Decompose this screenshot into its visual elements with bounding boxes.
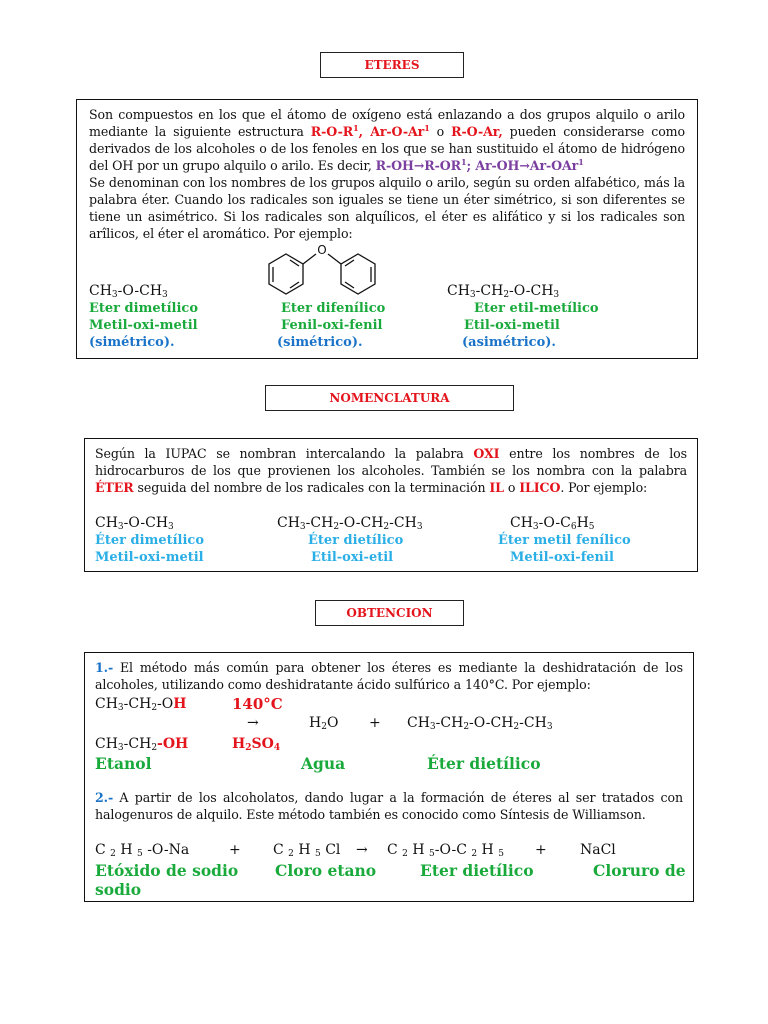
w-label-eter-dietilico: Eter dietílico xyxy=(420,861,534,880)
w-label-cloruro: Cloruro de xyxy=(593,861,686,880)
ex3-formula: $CH_3-CH_2-O-CH_3$ xyxy=(447,283,560,300)
w-label-cloro-etano: Cloro etano xyxy=(275,861,377,880)
rxn-ar: Ar-OH→Ar-OAr$^1$ xyxy=(475,157,584,173)
oxygen-label: O xyxy=(317,243,327,257)
product-ether: $CH_3-CH_2-O-CH_2-CH_3$ xyxy=(407,715,553,732)
struct-ror: $R-O-R^1$ xyxy=(310,123,359,139)
word-oxi: OXI xyxy=(473,446,500,461)
catalyst: $H_2SO_4$ xyxy=(232,736,281,753)
method2-text: 2.- A partir de los alcoholatos, dando lugar a la formación de éteres al ser tratados con halogenuros de alquilo. Este método también es conocido como Síntesis de Williamson. xyxy=(95,790,683,822)
nomenclatura-para: Según la IUPAC se nombran intercalando la palabra OXI entre los nombres de los hidrocarburos de los que provienen los alcoholes. También se los nombra con la palabra ÉTER seguida del nombre de los radicales con la terminación IL o ILICO. Por ejemplo: xyxy=(95,446,687,495)
nom-ex3-name: Éter metil fenílico xyxy=(498,533,631,548)
ex3-name: Eter etil-metílico xyxy=(474,301,599,316)
plus-sign: + xyxy=(369,715,381,731)
nomenclatura-box xyxy=(84,438,698,572)
nom-ex1-name: Éter dimetílico xyxy=(95,533,205,548)
title-obtencion-text: OBTENCION xyxy=(346,606,433,620)
ex1-name: Eter dimetílico xyxy=(89,301,199,316)
eteres-intro-b: pueden considerarse como derivados de los alcoholes o de los fenoles en los que se han sustituido el átomo de hidrógeno del OH por un grupo alquilo o arilo. Es decir, xyxy=(89,124,685,173)
w-label-sodio: sodio xyxy=(95,880,142,899)
title-nomenclatura xyxy=(265,385,514,411)
label-eter-dietilico: Éter dietílico xyxy=(427,754,541,773)
w-plus1: + xyxy=(229,842,241,858)
phenyl-ring-left xyxy=(269,254,303,294)
ex2-iupac: Fenil-oxi-fenil xyxy=(281,318,383,333)
nom-ex2-formula: $CH_3-CH_2-O-CH_2-CH_3$ xyxy=(277,515,423,532)
word-eter: ÉTER xyxy=(95,480,134,495)
label-etanol: Etanol xyxy=(95,754,152,773)
title-nomenclatura-text: NOMENCLATURA xyxy=(329,391,450,405)
nom-ex3-formula: $CH_3-O-C_6H_5$ xyxy=(510,515,595,532)
w-label-etoxido: Etóxido de sodio xyxy=(95,861,239,880)
nom-ex1-iupac: Metil-oxi-metil xyxy=(95,550,204,565)
title-obtencion xyxy=(315,600,464,626)
ex3-iupac: Etil-oxi-metil xyxy=(464,318,560,333)
eteres-para2: Se denominan con los nombres de los grupos alquilo o arilo, según su orden alfabético, más la palabra éter. Cuando los radicales son iguales se tiene un éter simétrico, si son diferentes se tiene un asimétrico. Si los radicales son alquílicos, el éter es alifático y si los radicales son arîlicos, el éter el aromático. Por ejemplo: xyxy=(89,175,685,241)
method1-text: 1.- El método más común para obtener los éteres es mediante la deshidratación de los alcoholes, utilizando como deshidratante ácido sulfúrico a 140°C. Por ejemplo: xyxy=(95,660,683,692)
method2-number: 2.- xyxy=(95,790,114,805)
diphenyl-ether-structure xyxy=(247,240,397,302)
water: $H_2O$ xyxy=(309,715,339,732)
label-agua: Agua xyxy=(301,754,346,773)
nom-ex1-formula: $CH_3-O-CH_3$ xyxy=(95,515,174,532)
w-nacl: NaCl xyxy=(580,842,616,858)
eteres-intro: Son compuestos en los que el átomo de oxígeno está enlazando a dos grupos alquilo o arilo mediante la siguiente estructura $R-O-R^1$, Ar-O-Ar$^1$ o R-O-Ar, pueden considerarse como derivados de los alcoholes o de los fenoles en los que se han sustituido el átomo de hidrógeno del OH por un grupo alquilo o arilo. Es decir, $R-OH\to R-OR^1$; Ar-OH→Ar-OAr$^1$ xyxy=(89,107,685,173)
reactant1: $CH_3-CH_2-OH$ xyxy=(95,696,187,713)
reaction-arrow: → xyxy=(247,715,259,731)
w-product: C $_2$ H $_5$-O-C $_2$ H $_5$ xyxy=(387,842,504,859)
ex1-iupac: Metil-oxi-metil xyxy=(89,318,198,333)
struct-arorar: Ar-O-Ar$^1$ xyxy=(370,123,430,139)
struct-roar: R-O-Ar, xyxy=(451,124,503,139)
nom-ex2-iupac: Etil-oxi-etil xyxy=(311,550,394,565)
method1-number: 1.- xyxy=(95,660,114,675)
phenyl-ring-right xyxy=(341,254,375,294)
obtencion-box xyxy=(84,652,694,902)
w-plus2: + xyxy=(535,842,547,858)
w-reactant1: C $_2$ H $_5$ -O-Na xyxy=(95,842,190,859)
w-reactant2: C $_2$ H $_5$ Cl xyxy=(273,842,341,859)
title-eteres xyxy=(320,52,464,78)
ex1-type: (simétrico). xyxy=(89,335,175,350)
word-il: IL xyxy=(489,480,504,495)
title-eteres-text: ETERES xyxy=(364,58,420,72)
reactant2: $CH_3-CH_2-OH$ xyxy=(95,736,189,753)
nom-ex3-iupac: Metil-oxi-fenil xyxy=(510,550,614,565)
nom-ex2-name: Éter dietílico xyxy=(308,533,404,548)
ex2-type: (simétrico). xyxy=(277,335,363,350)
ex1-formula: $CH_3-O-CH_3$ xyxy=(89,283,168,300)
eteres-box xyxy=(76,99,698,359)
eteres-intro-a: Son compuestos en los que el átomo de oxígeno está enlazando a dos grupos alquilo o arilo mediante la siguiente estructura xyxy=(89,107,685,139)
temperature: 140°C xyxy=(232,695,283,713)
ex2-name: Eter difenílico xyxy=(281,301,386,316)
ex3-type: (asimétrico). xyxy=(462,335,556,350)
w-arrow: → xyxy=(356,842,368,858)
word-ilico: ILICO xyxy=(519,480,561,495)
rxn-r: $R-OH\to R-OR^1$ xyxy=(375,157,467,173)
